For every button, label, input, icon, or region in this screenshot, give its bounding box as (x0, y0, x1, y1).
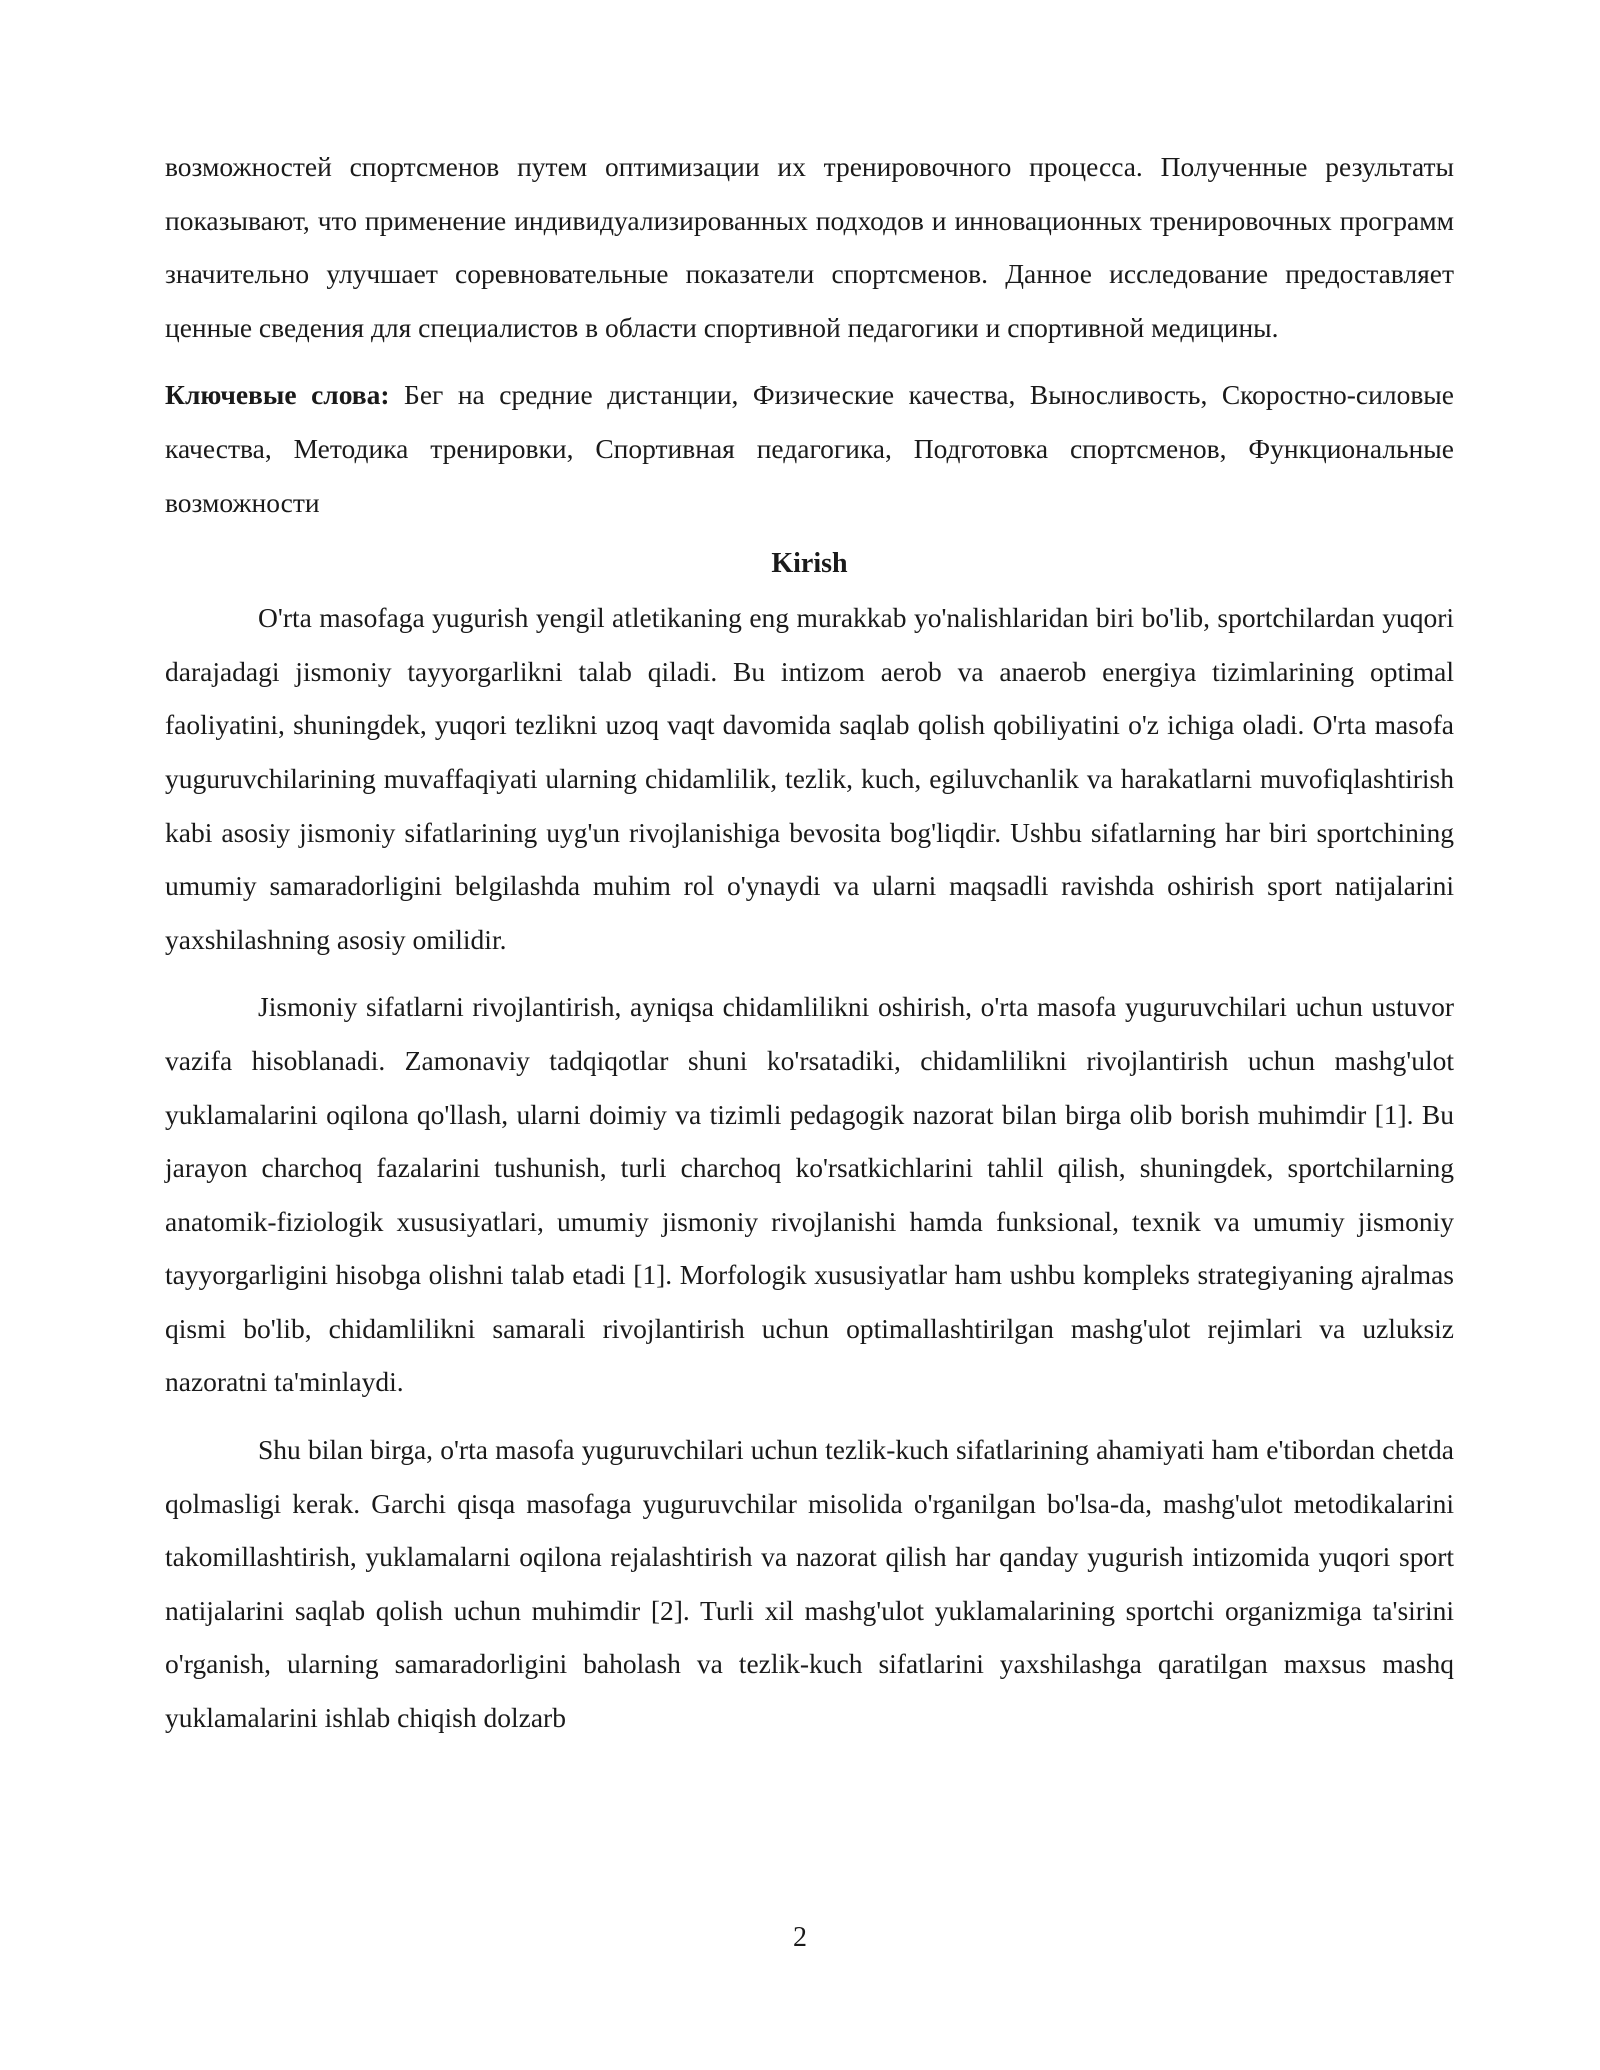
body-paragraph: O'rta masofaga yugurish yengil atletikaning eng murakkab yo'nalishlaridan biri bo'lib, sportchilardan yuqori darajadagi jismoniy tayyorgarlikni talab qiladi. Bu intizom aerob va anaerob energiya tizimlarining optimal faoliyatini, shuningdek, yuqori tezlikni uzoq vaqt davomida saqlab qolish qobiliyatini o'z ichiga oladi. O'rta masofa yuguruvchilarining muvaffaqiyati ularning chidamlilik, tezlik, kuch, egiluvchanlik va harakatlarni muvofiqlashtirish kabi asosiy jismoniy sifatlarining uyg'un rivojlanishiga bevosita bog'liqdir. Ushbu sifatlarning har biri sportchining umumiy samaradorligini belgilashda muhim rol o'ynaydi va ularni maqsadli ravishda oshirish sport natijalarini yaxshilashning asosiy omilidir. (165, 602, 1454, 955)
document-page (165, 140, 1454, 1745)
page-number: 2 (793, 1922, 807, 1953)
keywords-text: Бег на средние дистанции, Физические качества, Выносливость, Скоростно-силовые качества, Методика тренировки, Спортивная педагогика, Подготовка спортсменов, Функциональные возможности (165, 379, 1454, 518)
body-paragraph: Shu bilan birga, o'rta masofa yuguruvchilari uchun tezlik-kuch sifatlarining ahamiyati ham e'tibordan chetda qolmasligi kerak. Garchi qisqa masofaga yuguruvchilar misolida o'rganilgan bo'lsa-da, mashg'ulot metodikalarini takomillashtirish, yuklamalarni oqilona rejalashtirish va nazorat qilish har qanday yugurish intizomida yuqori sport natijalarini saqlab qolish uchun muhimdir [2]. Turli xil mashg'ulot yuklamalarining sportchi organizmiga ta'sirini o'rganish, ularning samaradorligini baholash va tezlik-kuch sifatlarini yaxshilashga qaratilgan maxsus mashq yuklamalarini ishlab chiqish dolzarb (165, 1434, 1454, 1734)
abstract-paragraph: возможностей спортсменов путем оптимизации их тренировочного процесса. Полученные результаты показывают, что применение индивидуализированных подходов и инновационных тренировочных программ значительно улучшает соревновательные показатели спортсменов. Данное исследование предоставляет ценные сведения для специалистов в области спортивной педагогики и спортивной медицины. (165, 151, 1454, 343)
body-paragraph: Jismoniy sifatlarni rivojlantirish, ayniqsa chidamlilikni oshirish, o'rta masofa yuguruvchilari uchun ustuvor vazifa hisoblanadi. Zamonaviy tadqiqotlar shuni ko'rsatadiki, chidamlilikni rivojlantirish uchun mashg'ulot yuklamalarini oqilona qo'llash, ularni doimiy va tizimli pedagogik nazorat bilan birga olib borish muhimdir [1]. Bu jarayon charchoq fazalarini tushunish, turli charchoq ko'rsatkichlarini tahlil qilish, shuningdek, sportchilarning anatomik-fiziologik xususiyatlari, umumiy jismoniy rivojlanishi hamda funksional, texnik va umumiy jismoniy tayyorgarligini hisobga olishni talab etadi [1]. Morfologik xususiyatlar ham ushbu kompleks strategiyaning ajralmas qismi bo'lib, chidamlilikni samarali rivojlantirish uchun optimallashtirilgan mashg'ulot rejimlari va uzluksiz nazoratni ta'minlaydi. (165, 991, 1454, 1398)
keywords-label: Ключевые слова: (165, 379, 390, 411)
keywords-paragraph (165, 368, 1454, 529)
section-heading: Kirish (771, 548, 848, 580)
